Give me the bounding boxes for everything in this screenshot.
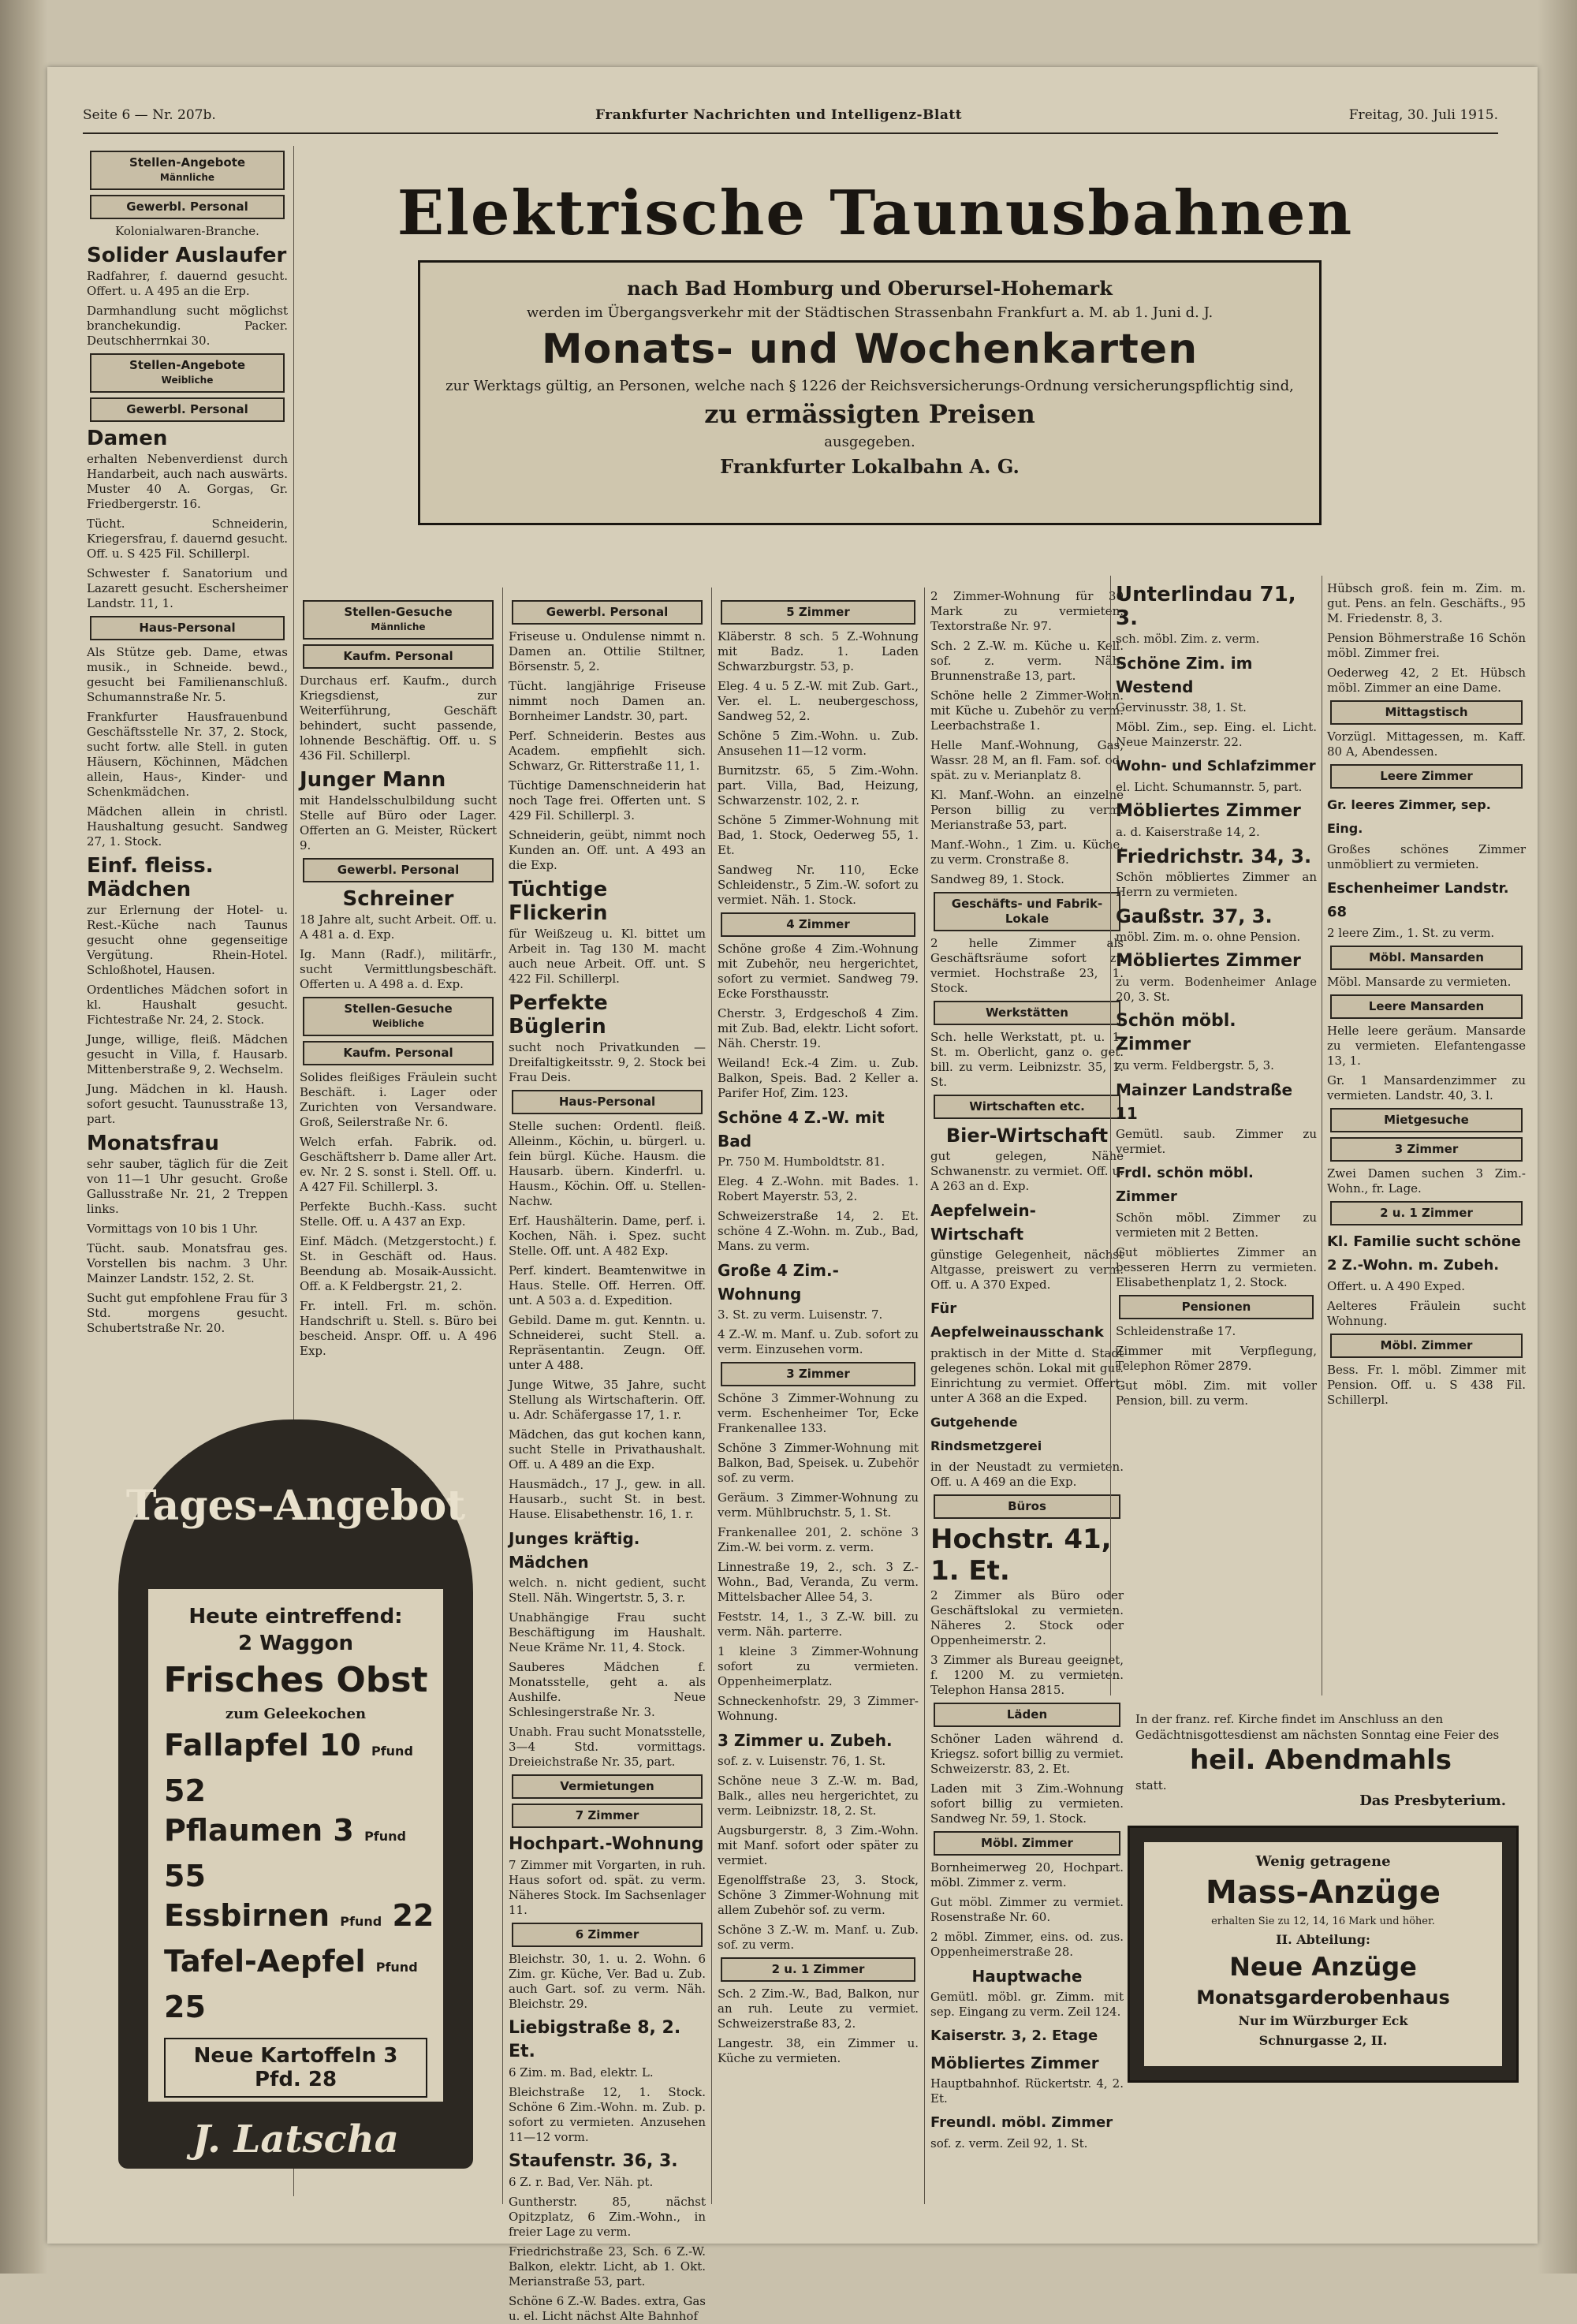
ad-text: Unabh. Frau sucht Monatsstelle, 3—4 Std. vormittags. Dreieichstraße Nr. 35, part. [509,1725,706,1769]
tages-line-3: Frisches Obst [163,1660,428,1700]
column-rule [1110,576,1111,1695]
section-heading: Möbl. Zimmer [1330,1334,1523,1358]
ad-text: Augsburgerstr. 8, 3 Zim.-Wohn. mit Manf. sofort oder später zu vermiet. [718,1823,919,1867]
ad-text: Tücht. langjährige Friseuse nimmt noch Damen an. Bornheimer Landstr. 30, part. [509,679,706,723]
ad-text: Ordentliches Mädchen sofort in kl. Haushalt gesucht. Fichtestraße Nr. 24, 2. Stock. [87,983,288,1027]
mass-anzuege-ad [1128,1826,1519,2083]
banner-title: Elektrische Taunusbahnen [397,177,1354,249]
ad-text: zu verm. Bodenheimer Anlage 20, 3. St. [1116,975,1317,1004]
ad-text: Schneiderin, geübt, nimmt noch Kunden an. Off. unt. A 493 an die Exp. [509,828,706,872]
ad-headline: 3 Zimmer u. Zubeh. [718,1731,893,1750]
ad-text: 2 Zimmer als Büro oder Geschäftslokal zu vermieten. Näheres 2. Stock oder Oppenheimerstr. 2. [930,1588,1124,1647]
taunusbahn-banner [339,158,1411,564]
ad-text: Solides fleißiges Fräulein sucht Beschäft. i. Lager oder Zurichten von Versandware. Groß, Seilerstraße Nr. 6. [300,1070,497,1129]
abend-line-1: In der franz. ref. Kirche findet im Anschluss an den Gedächtnisgottesdienst am nächsten Sonntag eine Feier des [1135,1712,1500,1742]
ad-text: Manf.-Wohn., 1 Zim. u. Küche, zu verm. Cronstraße 8. [930,837,1124,867]
ad-text: Schöne neue 3 Z.-W. m. Bad, Balk., alles neu hergerichtet, zu verm. Leibnizstr. 18, 2. St. [718,1774,919,1818]
ad-text: Geräum. 3 Zimmer-Wohnung zu verm. Mühlbruchstr. 5, 1. St. [718,1490,919,1520]
ad-text: Bess. Fr. l. möbl. Zimmer mit Pension. Off. u. S 438 Fil. Schillerpl. [1327,1363,1526,1407]
ad-text: Sandweg 89, 1. Stock. [930,872,1064,886]
ad-headline: Kl. Familie sucht schöne 2 Z.-Wohn. m. Zubeh. [1327,1233,1521,1274]
ad-text: Schöne 5 Zim.-Wohn. u. Zub. Ansusehen 11—12 vorm. [718,729,919,758]
ad-text: zu verm. Feldbergstr. 5, 3. [1116,1058,1274,1072]
page-right-edge [1538,0,1577,2274]
ad-text: Schön möbl. Zimmer zu vermieten mit 2 Betten. [1116,1210,1317,1240]
ad-headline: Kaiserstr. 3, 2. Etage [930,2027,1098,2044]
ad-headline: Damen [87,427,168,450]
ad-text: Sch. 2 Z.-W. m. Küche u. Kell. sof. z. verm. Näh. Brunnenstraße 13, part. [930,639,1124,683]
ad-text: Schön möbliertes Zimmer an Herrn zu vermieten. [1116,870,1317,899]
ad-text: Großes schönes Zimmer unmöbliert zu vermieten. [1327,842,1526,871]
mass-line-2: Mass-Anzüge [1206,1874,1441,1911]
ad-text: Linnestraße 19, 2., sch. 3 Z.-Wohn., Bad, Veranda, Zu verm. Mittelsbacher Allee 54, 3. [718,1560,919,1604]
ad-text: Vorzügl. Mittagessen, m. Kaff. 80 A, Abendessen. [1327,729,1526,759]
ad-headline: Gaußstr. 37, 3. [1116,905,1273,927]
ad-text: sof. z. verm. Zeil 92, 1. St. [930,2136,1088,2151]
ad-headline: Eschenheimer Landstr. 68 [1327,880,1509,920]
ad-text: Gemütl. saub. Zimmer zu vermiet. [1116,1127,1317,1156]
ad-text: Sauberes Mädchen f. Monatsstelle, geht a. als Aushilfe. Neue Schlesingerstraße Nr. 3. [509,1660,706,1719]
ad-text: 7 Zimmer mit Vorgarten, in ruh. Haus sofort od. spät. zu verm. Näheres Stock. Im Sachsenlager 11. [509,1858,706,1917]
ad-text: 1 kleine 3 Zimmer-Wohnung sofort zu vermieten. Oppenheimerplatz. [718,1644,919,1688]
ad-text: Schöne große 4 Zim.-Wohnung mit Zubehör, neu hergerichtet, sofort zu vermiet. Sandweg 79. Ecke Forsthausstr. [718,942,919,1001]
ad-text: 6 Zim. m. Bad, elektr. L. [509,2065,654,2080]
ad-text: Gut möbl. Zim. mit voller Pension, bill. zu verm. [1116,1378,1317,1408]
ad-text: Egenolffstraße 23, 3. Stock, Schöne 3 Zimmer-Wohnung mit allem Zubehör sof. zu verm. [718,1873,919,1917]
section-heading: Stellen-Angebote Weibliche [90,353,285,393]
price-row: Tafel-Aepfel Pfund 25 [164,1944,418,2024]
section-heading: 6 Zimmer [512,1923,703,1947]
ad-headline: Einf. fleiss. Mädchen [87,854,214,901]
ad-text: Radfahrer, f. dauernd gesucht. Offert. u. A 495 an die Erp. [87,269,288,298]
ad-text: 4 Z.-W. m. Manf. u. Zub. sofort zu verm. Einzusehen vorm. [718,1327,919,1356]
ad-headline: Friedrichstr. 34, 3. [1116,845,1312,867]
ad-text: Schwester f. Sanatorium und Lazarett gesucht. Eschersheimer Landstr. 11, 1. [87,566,288,610]
ad-headline: Hochstr. 41, 1. Et. [930,1524,1112,1587]
ad-text: praktisch in der Mitte d. Stadt gelegenes schön. Lokal mit gut. Einrichtung zu vermiet. Offert. unter A 368 an die Exped. [930,1346,1124,1405]
ad-text: 18 Jahre alt, sucht Arbeit. Off. u. A 481 a. d. Exp. [300,912,497,942]
section-heading: 5 Zimmer [721,600,915,625]
mass-line-3: erhalten Sie zu 12, 14, 16 Mark und höher. [1211,1916,1435,1927]
section-heading: Läden [934,1703,1120,1727]
ad-headline: Aepfelwein-Wirtschaft [930,1201,1036,1244]
ad-headline: Bier-Wirtschaft [945,1125,1109,1147]
ad-text: Vormittags von 10 bis 1 Uhr. [87,1222,259,1236]
ad-text: Erf. Haushälterin. Dame, perf. i. Kochen, Näh. i. Spez. sucht Stelle. Off. unt. A 482 Exp. [509,1214,706,1258]
ad-text: Schöne 3 Zimmer-Wohnung zu verm. Eschenheimer Tor, Ecke Frankenallee 133. [718,1391,919,1435]
ad-text: Eleg. 4 u. 5 Z.-W. mit Zub. Gart., Ver. el. L. neubergeschoss, Sandweg 52, 2. [718,679,919,723]
ad-text: Perfekte Buchh.-Kass. sucht Stelle. Off. u. A 437 an Exp. [300,1199,497,1229]
mass-line-8: Schnurgasse 2, II. [1258,2033,1388,2048]
section-heading: Möbl. Zimmer [934,1831,1120,1856]
section-heading: Wirtschaften etc. [934,1095,1120,1119]
ad-text: 6 Z. r. Bad, Ver. Näh. pt. [509,2175,654,2189]
ad-headline: Freundl. möbl. Zimmer [930,2114,1113,2131]
ad-text: möbl. Zim. m. o. ohne Pension. [1116,930,1301,944]
column-rule [502,588,503,2204]
banner-line-6: ausgegeben. [824,434,915,450]
ad-text: Fr. intell. Frl. m. schön. Handschrift u. Stell. s. Büro bei bescheid. Anspr. Off. u. A 496 Exp. [300,1299,497,1358]
abendmahl-notice [1135,1711,1506,1809]
ad-text: gut gelegen, Nähe Schwanenstr. zu vermiet. Off. u. A 263 an d. Exp. [930,1149,1124,1193]
ad-text: Tücht. saub. Monatsfrau ges. Vorstellen bis nachm. 3 Uhr. Mainzer Landstr. 152, 2. St. [87,1241,288,1285]
ad-text: 2 Zimmer-Wohnung für 30 Mark zu vermieten. Textorstraße Nr. 97. [930,589,1124,633]
tages-line-1: Heute eintreffend: [188,1605,403,1628]
ad-text: Möbl. Zim., sep. Eing. el. Licht. Neue Mainzerstr. 22. [1116,720,1317,749]
ad-text: Feststr. 14, 1., 3 Z.-W. bill. zu verm. Näh. parterre. [718,1610,919,1639]
section-heading: Stellen-Gesuche Weibliche [303,997,494,1036]
ad-headline: Gr. leeres Zimmer, sep. Eing. [1327,797,1491,836]
column-5 [930,588,1124,2204]
ad-headline: Hauptwache [971,1967,1083,1986]
ad-text: Helle Manf.-Wohnung, Gas, Wassr. 28 M, an fl. Fam. sof. od. spät. zu v. Merianplatz 8. [930,738,1124,782]
column-7 [1327,580,1526,1699]
ad-headline: Große 4 Zim.-Wohnung [718,1261,839,1304]
column-rule [711,588,712,2204]
ad-text: Gebild. Dame m. gut. Kenntn. u. Schneiderei, sucht Stell. a. Repräsentantin. Zeugn. Off. unter A 488. [509,1313,706,1372]
ad-text: Mädchen, das gut kochen kann, sucht Stelle in Privathaushalt. Off. u. A 489 an die Exp. [509,1427,706,1472]
ad-text: Schöne helle 2 Zimmer-Wohn. mit Küche u. Zubehör zu verm. Leerbachstraße 1. [930,688,1124,733]
section-heading: Kaufm. Personal [303,644,494,669]
ad-text: Schöne 3 Zimmer-Wohnung mit Balkon, Bad, Speisek. u. Zubehör sof. zu verm. [718,1441,919,1485]
ad-text: Frankenallee 201, 2. schöne 3 Zim.-W. bei vorm. z. verm. [718,1525,919,1554]
ad-text: Weiland! Eck.-4 Zim. u. Zub. Balkon, Speis. Bad. 2 Keller a. Parifer Hof, Zim. 123. [718,1056,919,1100]
section-heading: Vermietungen [512,1774,703,1799]
ad-text: Laden mit 3 Zim.-Wohnung sofort billig zu vermieten. Sandweg Nr. 59, 1. Stock. [930,1781,1124,1826]
section-heading: Gewerbl. Personal [512,600,703,625]
section-heading: Möbl. Mansarden [1330,946,1523,970]
ad-text: Sch. 2 Zim.-W., Bad, Balkon, nur an ruh. Leute zu vermiet. Schweizerstraße 83, 2. [718,1986,919,2031]
banner-line-1: nach Bad Homburg und Oberursel-Hohemark [627,277,1113,300]
ad-text: Pr. 750 M. Humboldtstr. 81. [718,1155,885,1169]
ad-headline: Perfekte Büglerin [509,991,608,1039]
ad-text: Jung. Mädchen in kl. Haush. sofort gesucht. Taunusstraße 13, part. [87,1082,288,1126]
ad-headline: Möbliertes Zimmer [1116,951,1301,971]
ad-headline: Solider Auslaufer [87,244,287,267]
ad-text: Frankfurter Hausfrauenbund Geschäftsstelle Nr. 37, 2. Stock, sucht fortw. alle Stell. in guten Häusern, Köchinnen, Mädchen allein, Haus-, Kinder- und Schenkmädchen. [87,710,288,799]
header-date: Freitag, 30. Juli 1915. [1348,107,1498,123]
ad-text: Als Stütze geb. Dame, etwas musik., in Schneide. bewd., gesucht bei Familienanschluß. Schumannstraße Nr. 5. [87,645,288,704]
section-heading: Haus-Personal [90,616,285,640]
price-row: Pflaumen 3 Pfund 55 [164,1813,406,1893]
ad-text: Gut möbl. Zimmer zu vermiet. Rosenstraße Nr. 60. [930,1895,1124,1924]
ad-headline: Möbliertes Zimmer [1116,801,1301,821]
ad-text: Cherstr. 3, Erdgeschoß 4 Zim. mit Zub. Bad, elektr. Licht sofort. Näh. Cherstr. 19. [718,1006,919,1050]
ad-text: Schleidenstraße 17. [1116,1324,1236,1338]
ad-text: zur Erlernung der Hotel- u. Rest.-Küche nach Taunus gesucht ohne gegenseitige Vergütung. Rhein-Hotel. Schloßhotel, Hausen. [87,903,288,977]
section-heading: 7 Zimmer [512,1804,703,1828]
ad-text: Kläberstr. 8 sch. 5 Z.-Wohnung mit Badz. 1. Laden Schwarzburgstr. 53, p. [718,629,919,673]
ad-headline: Hochpart.-Wohnung [509,1834,704,1854]
ad-text: sucht noch Privatkunden — Dreifaltigkeitsstr. 9, 2. Stock bei Frau Deis. [509,1040,706,1084]
ad-text: 2 leere Zim., 1. St. zu verm. [1327,926,1495,940]
latscha-logo: J. Latscha [192,2117,399,2162]
ad-text: Burnitzstr. 65, 5 Zim.-Wohn. part. Villa, Bad, Heizung, Schwarzenstr. 102, 2. r. [718,763,919,808]
ad-text: Schweizerstraße 14, 2. Et. schöne 4 Z.-Wohn. m. Zub., Bad, Mans. zu verm. [718,1209,919,1253]
ad-text: Langestr. 38, ein Zimmer u. Küche zu vermieten. [718,2036,919,2065]
ad-text: Perf. Schneiderin. Bestes aus Academ. empfiehlt sich. Schwarz, Gr. Ritterstraße 11, 1. [509,729,706,773]
ad-headline: Junger Mann [300,768,446,792]
ad-text: Gemütl. möbl. gr. Zimm. mit sep. Eingang zu verm. Zeil 124. [930,1990,1124,2019]
ad-text: Bleichstr. 30, 1. u. 2. Wohn. 6 Zim. gr. Küche, Ver. Bad u. Zub. auch Gart. sof. zu verm. Näh. Bleichstr. 29. [509,1952,706,2011]
banner-line-3: Monats- und Wochenkarten [541,326,1199,373]
ad-text: Ig. Mann (Radf.), militärfr., sucht Vermittlungsbeschäft. Offerten u. A 498 a. d. Exp. [300,947,497,991]
ad-text: Eleg. 4 Z.-Wohn. mit Bades. 1. Robert Mayerstr. 53, 2. [718,1174,919,1203]
ad-text: Sandweg Nr. 110, Ecke Schleidenstr., 5 Zim.-W. sofort zu vermiet. Näh. 1. Stock. [718,863,919,907]
ad-text: Hübsch groß. fein m. Zim. m. gut. Pens. an feln. Geschäfts., 95 M. Friedenstr. 8, 3. [1327,581,1526,625]
ad-text: Gervinusstr. 38, 1. St. [1116,700,1247,714]
ad-headline: Liebigstraße 8, 2. Et. [509,2018,681,2061]
section-heading: Geschäfts- und Fabrik-Lokale [934,892,1120,931]
ad-text: sch. möbl. Zim. z. verm. [1116,632,1260,646]
mass-line-6: Monatsgarderobenhaus [1196,1986,1450,2009]
ad-headline: Staufenstr. 36, 3. [509,2151,678,2171]
ad-text: Aelteres Fräulein sucht Wohnung. [1327,1299,1526,1328]
ad-text: Mädchen allein in christl. Haushaltung gesucht. Sandweg 27, 1. Stock. [87,804,288,849]
ad-text: sof. z. v. Luisenstr. 76, 1. St. [718,1754,886,1768]
ad-text: Pension Böhmerstraße 16 Schön möbl. Zimmer frei. [1327,631,1526,660]
tages-title: Tages-Angebot [125,1482,466,1530]
banner-line-7: Frankfurter Lokalbahn A. G. [720,455,1020,478]
ad-headline: Schöne 4 Z.-W. mit Bad [718,1108,885,1151]
ad-text: Kl. Manf.-Wohn. an einzelne Person billig zu verm. Merianstraße 53, part. [930,788,1124,832]
ad-text: Hausmädch., 17 J., gew. in all. Hausarb., sucht St. in best. Hause. Elisabethenstr. 16, 1. r. [509,1477,706,1521]
ad-text: Gut möbliertes Zimmer an besseren Herrn zu vermieten. Elisabethenplatz 1, 2. Stock. [1116,1245,1317,1289]
header-masthead: Frankfurter Nachrichten und Intelligenz-Blatt [595,107,963,123]
banner-line-5: zu ermässigten Preisen [704,399,1035,429]
ad-headline: Schreiner [342,887,454,911]
ad-text: Helle leere geräum. Mansarde zu vermieten. Elefantengasse 13, 1. [1327,1024,1526,1068]
mass-inner [1144,1842,1502,2066]
ad-headline: Für Aepfelweinausschank [930,1300,1104,1341]
ad-text: Friseuse u. Ondulense nimmt n. Damen an. Ottilie Stiltner, Börsenstr. 5, 2. [509,629,706,673]
ad-text: Junge, willige, fleiß. Mädchen gesucht in Villa, f. Hausarb. Mittenberstraße 9, 2. Wechselm. [87,1032,288,1076]
ad-headline: Frdl. schön möbl. Zimmer [1116,1165,1254,1205]
page-header [83,103,1498,129]
section-heading: Leere Mansarden [1330,994,1523,1019]
banner-line-2: werden im Übergangsverkehr mit der Städtischen Strassenbahn Frankfurt a. M. ab 1. Juni d. J. [526,304,1214,321]
abend-line-4: Das Presbyterium. [1359,1792,1506,1809]
section-heading: Haus-Personal [512,1090,703,1114]
ad-headline: Unterlindau 71, 3. [1116,583,1296,630]
page-binding-edge [0,0,47,2274]
column-6 [1116,580,1317,1699]
column-3 [509,595,706,2323]
ad-text: Guntherstr. 85, nächst Opitzplatz, 6 Zim.-Wohn., in freier Lage zu verm. [509,2195,706,2239]
ad-text: a. d. Kaiserstraße 14, 2. [1116,825,1260,839]
ad-text: Sucht gut empfohlene Frau für 3 Std. morgens gesucht. Schubertstraße Nr. 20. [87,1291,288,1335]
tages-line-2: 2 Waggon [237,1632,354,1655]
ad-text: Schneckenhofstr. 29, 3 Zimmer-Wohnung. [718,1694,919,1723]
ad-text: welch. n. nicht gedient, sucht Stell. Näh. Wingertstr. 5, 3. r. [509,1576,706,1605]
ad-text: Tücht. Schneiderin, Kriegersfrau, f. dauernd gesucht. Off. u. S 425 Fil. Schillerpl. [87,517,288,561]
abend-line-3: statt. [1135,1778,1167,1792]
mass-line-7: Nur im Würzburger Eck [1238,2013,1408,2028]
section-heading: Mietgesuche [1330,1108,1523,1132]
ad-text: Gr. 1 Mansardenzimmer zu vermieten. Landstr. 40, 3. l. [1327,1073,1526,1102]
ad-text: Bornheimerweg 20, Hochpart. möbl. Zimmer z. verm. [930,1860,1124,1889]
section-heading: Stellen-Gesuche Männliche [303,600,494,640]
banner-line-4: zur Werktags gültig, an Personen, welche nach § 1226 der Reichsversicherungs-Ordnung versicherungspflichtig sind, [446,378,1294,394]
ad-text: Schöne 3 Z.-W. m. Manf. u. Zub. sof. zu verm. [718,1923,919,1952]
column-rule [924,588,925,2204]
section-heading: 2 u. 1 Zimmer [1330,1201,1523,1225]
column-1 [87,146,288,1408]
column-4 [718,595,919,2204]
ad-text: Bleichstraße 12, 1. Stock. Schöne 6 Zim.-Wohn. m. Zub. p. sofort zu vermieten. Anzusehen 11—12 vorm. [509,2085,706,2144]
ad-text: erhalten Nebenverdienst durch Handarbeit, auch nach auswärts. Muster 40 A. Gorgas, Gr. Friedbergerstr. 16. [87,452,288,511]
ad-text: Zwei Damen suchen 3 Zim.-Wohn., fr. Lage. [1327,1166,1526,1196]
price-row: Essbirnen Pfund 22 [164,1898,434,1933]
ad-text: Welch erfah. Fabrik. od. Geschäftsherr b. Dame aller Art. ev. Nr. 2 S. sonst i. Stell. Off. u. A 427 Fil. Schillerpl. 3. [300,1135,497,1194]
ad-text: 2 helle Zimmer als Geschäftsräume sofort zu vermiet. Hochstraße 23, 1. Stock. [930,936,1124,995]
section-heading: Leere Zimmer [1330,764,1523,789]
section-heading: Werkstätten [934,1001,1120,1025]
section-heading: 4 Zimmer [721,912,915,937]
ad-text: Schöne 5 Zimmer-Wohnung mit Bad, 1. Stock, Oederweg 55, 1. Et. [718,813,919,857]
mass-line-1: Wenig getragene [1255,1853,1391,1870]
ad-text: Zimmer mit Verpflegung, Telephon Römer 2879. [1116,1344,1317,1373]
ad-headline: Mainzer Landstraße 11 [1116,1080,1293,1123]
tages-line-4: zum Geleekochen [225,1706,367,1722]
ad-text: Junge Witwe, 35 Jahre, sucht Stellung als Wirtschafterin. Off. u. Adr. Schäfergasse 17, 1. r. [509,1378,706,1422]
section-heading: 3 Zimmer [721,1362,915,1386]
ad-text: Einf. Mädch. (Metzgerstocht.) f. St. in Geschäft od. Haus. Beendung ab. Mosaik-Aussicht. Off. a. K Feldbergstr. 21, 2. [300,1234,497,1293]
ad-text: Durchaus erf. Kaufm., durch Kriegsdienst, zur Weiterführung, Geschäft behindert, sucht passende, lohnende Beschäftig. Off. u. S 436 Fil. Schillerpl. [300,673,497,763]
ad-text: 3. St. zu verm. Luisenstr. 7. [718,1307,883,1322]
ad-text: Schöne 6 Z.-W. Bades. extra, Gas u. el. Licht nächst Alte Bahnhof [509,2294,706,2323]
ad-headline: Möbliertes Zimmer [930,2054,1099,2072]
section-heading: Büros [934,1494,1120,1519]
ad-text: Möbl. Mansarde zu vermieten. [1327,975,1512,989]
ad-text: 3 Zimmer als Bureau geeignet, f. 1200 M. zu vermieten. Telephon Hansa 2815. [930,1653,1124,1697]
ad-text: Darmhandlung sucht möglichst branchekundig. Packer. Deutschherrnkai 30. [87,304,288,348]
section-heading: Kaufm. Personal [303,1041,494,1065]
ad-headline: Gutgehende Rindsmetzgerei [930,1415,1042,1453]
section-heading: Pensionen [1119,1295,1314,1319]
ad-text: Sch. helle Werkstatt, pt. u. 1. St. m. Oberlicht, ganz o. get. bill. zu verm. Leibnizstr. 35, 1. St. [930,1030,1124,1089]
ad-text: Stelle suchen: Ordentl. fleiß. Alleinm., Köchin, u. bürgerl. u. fein bürgl. Küche. Hausm. die Hausarb. übern. Kinderfrl. u. Hausm., Köchin. Off. u. Stellen-Nachw. [509,1119,706,1208]
section-heading: 3 Zimmer [1330,1137,1523,1162]
mass-line-4: II. Abteilung: [1276,1932,1370,1947]
section-heading: Gewerbl. Personal [303,858,494,882]
header-page-number: Seite 6 — Nr. 207b. [83,107,216,123]
ad-headline: Wohn- und Schlafzimmer [1116,758,1316,774]
ad-text: Unabhängige Frau sucht Beschäftigung im Haushalt. Neue Kräme Nr. 11, 4. Stock. [509,1610,706,1654]
section-heading: 2 u. 1 Zimmer [721,1957,915,1982]
ad-text: el. Licht. Schumannstr. 5, part. [1116,780,1303,794]
ad-text: sehr sauber, täglich für die Zeit von 11—1 Uhr gesucht. Große Gallusstraße Nr. 21, 2 Treppen links. [87,1157,288,1216]
ad-headline: Schöne Zim. im Westend [1116,654,1253,696]
price-row: Fallapfel 10 Pfund 52 [164,1728,413,1808]
ad-text: Perf. kindert. Beamtenwitwe in Haus. Stelle. Off. Herren. Off. unt. A 503 a. d. Expedition. [509,1263,706,1307]
ad-headline: Schön möbl. Zimmer [1116,1011,1236,1054]
ad-text: Friedrichstraße 23, Sch. 6 Z.-W. Balkon, elektr. Licht, ab 1. Okt. Merianstraße 53, part. [509,2244,706,2289]
ad-headline: Monatsfrau [87,1132,219,1155]
ad-text: Oederweg 42, 2 Et. Hübsch möbl. Zimmer an eine Dame. [1327,666,1526,695]
column-2 [300,595,497,1723]
abend-line-2: heil. Abendmahls [1189,1744,1452,1776]
ad-text: Tüchtige Damenschneiderin hat noch Tage frei. Offerten unt. S 429 Fil. Schillerpl. 3. [509,778,706,823]
ad-text: in der Neustadt zu vermieten. Off. u. A 469 an die Exp. [930,1460,1124,1489]
ad-text: mit Handelsschulbildung sucht Stelle auf Büro oder Lager. Offerten an G. Meister, Rückert 9. [300,793,497,852]
ad-text: Hauptbahnhof. Rückertstr. 4, 2. Et. [930,2076,1124,2106]
section-heading: Stellen-Angebote Männliche [90,151,285,190]
mass-line-5: Neue Anzüge [1229,1952,1417,1982]
section-heading: Mittagstisch [1330,700,1523,725]
ad-text: Offert. u. A 490 Exped. [1327,1279,1466,1293]
ad-headline: Tüchtige Flickerin [509,878,608,925]
tages-line-5: Neue Kartoffeln 3 Pfd. 28 [164,2038,427,2098]
ad-text: für Weißzeug u. Kl. bittet um Arbeit in. Tag 130 M. macht auch neue Arbeit. Off. unt. S 422 Fil. Schillerpl. [509,927,706,986]
ad-text: günstige Gelegenheit, nächst Altgasse, preiswert zu verm. Off. u. A 370 Exped. [930,1248,1124,1292]
ad-text: Schöner Laden während d. Kriegsz. sofort billig zu vermiet. Schweizerstr. 83, 2. Et. [930,1732,1124,1776]
section-heading: Gewerbl. Personal [90,397,285,422]
ad-text: Kolonialwaren-Branche. [115,224,259,238]
banner-box [418,260,1322,525]
section-heading: Gewerbl. Personal [90,195,285,219]
ad-text: 2 möbl. Zimmer, eins. od. zus. Oppenheimerstraße 28. [930,1930,1124,1959]
header-rule [83,132,1498,134]
ad-headline: Junges kräftig. Mädchen [509,1529,640,1572]
